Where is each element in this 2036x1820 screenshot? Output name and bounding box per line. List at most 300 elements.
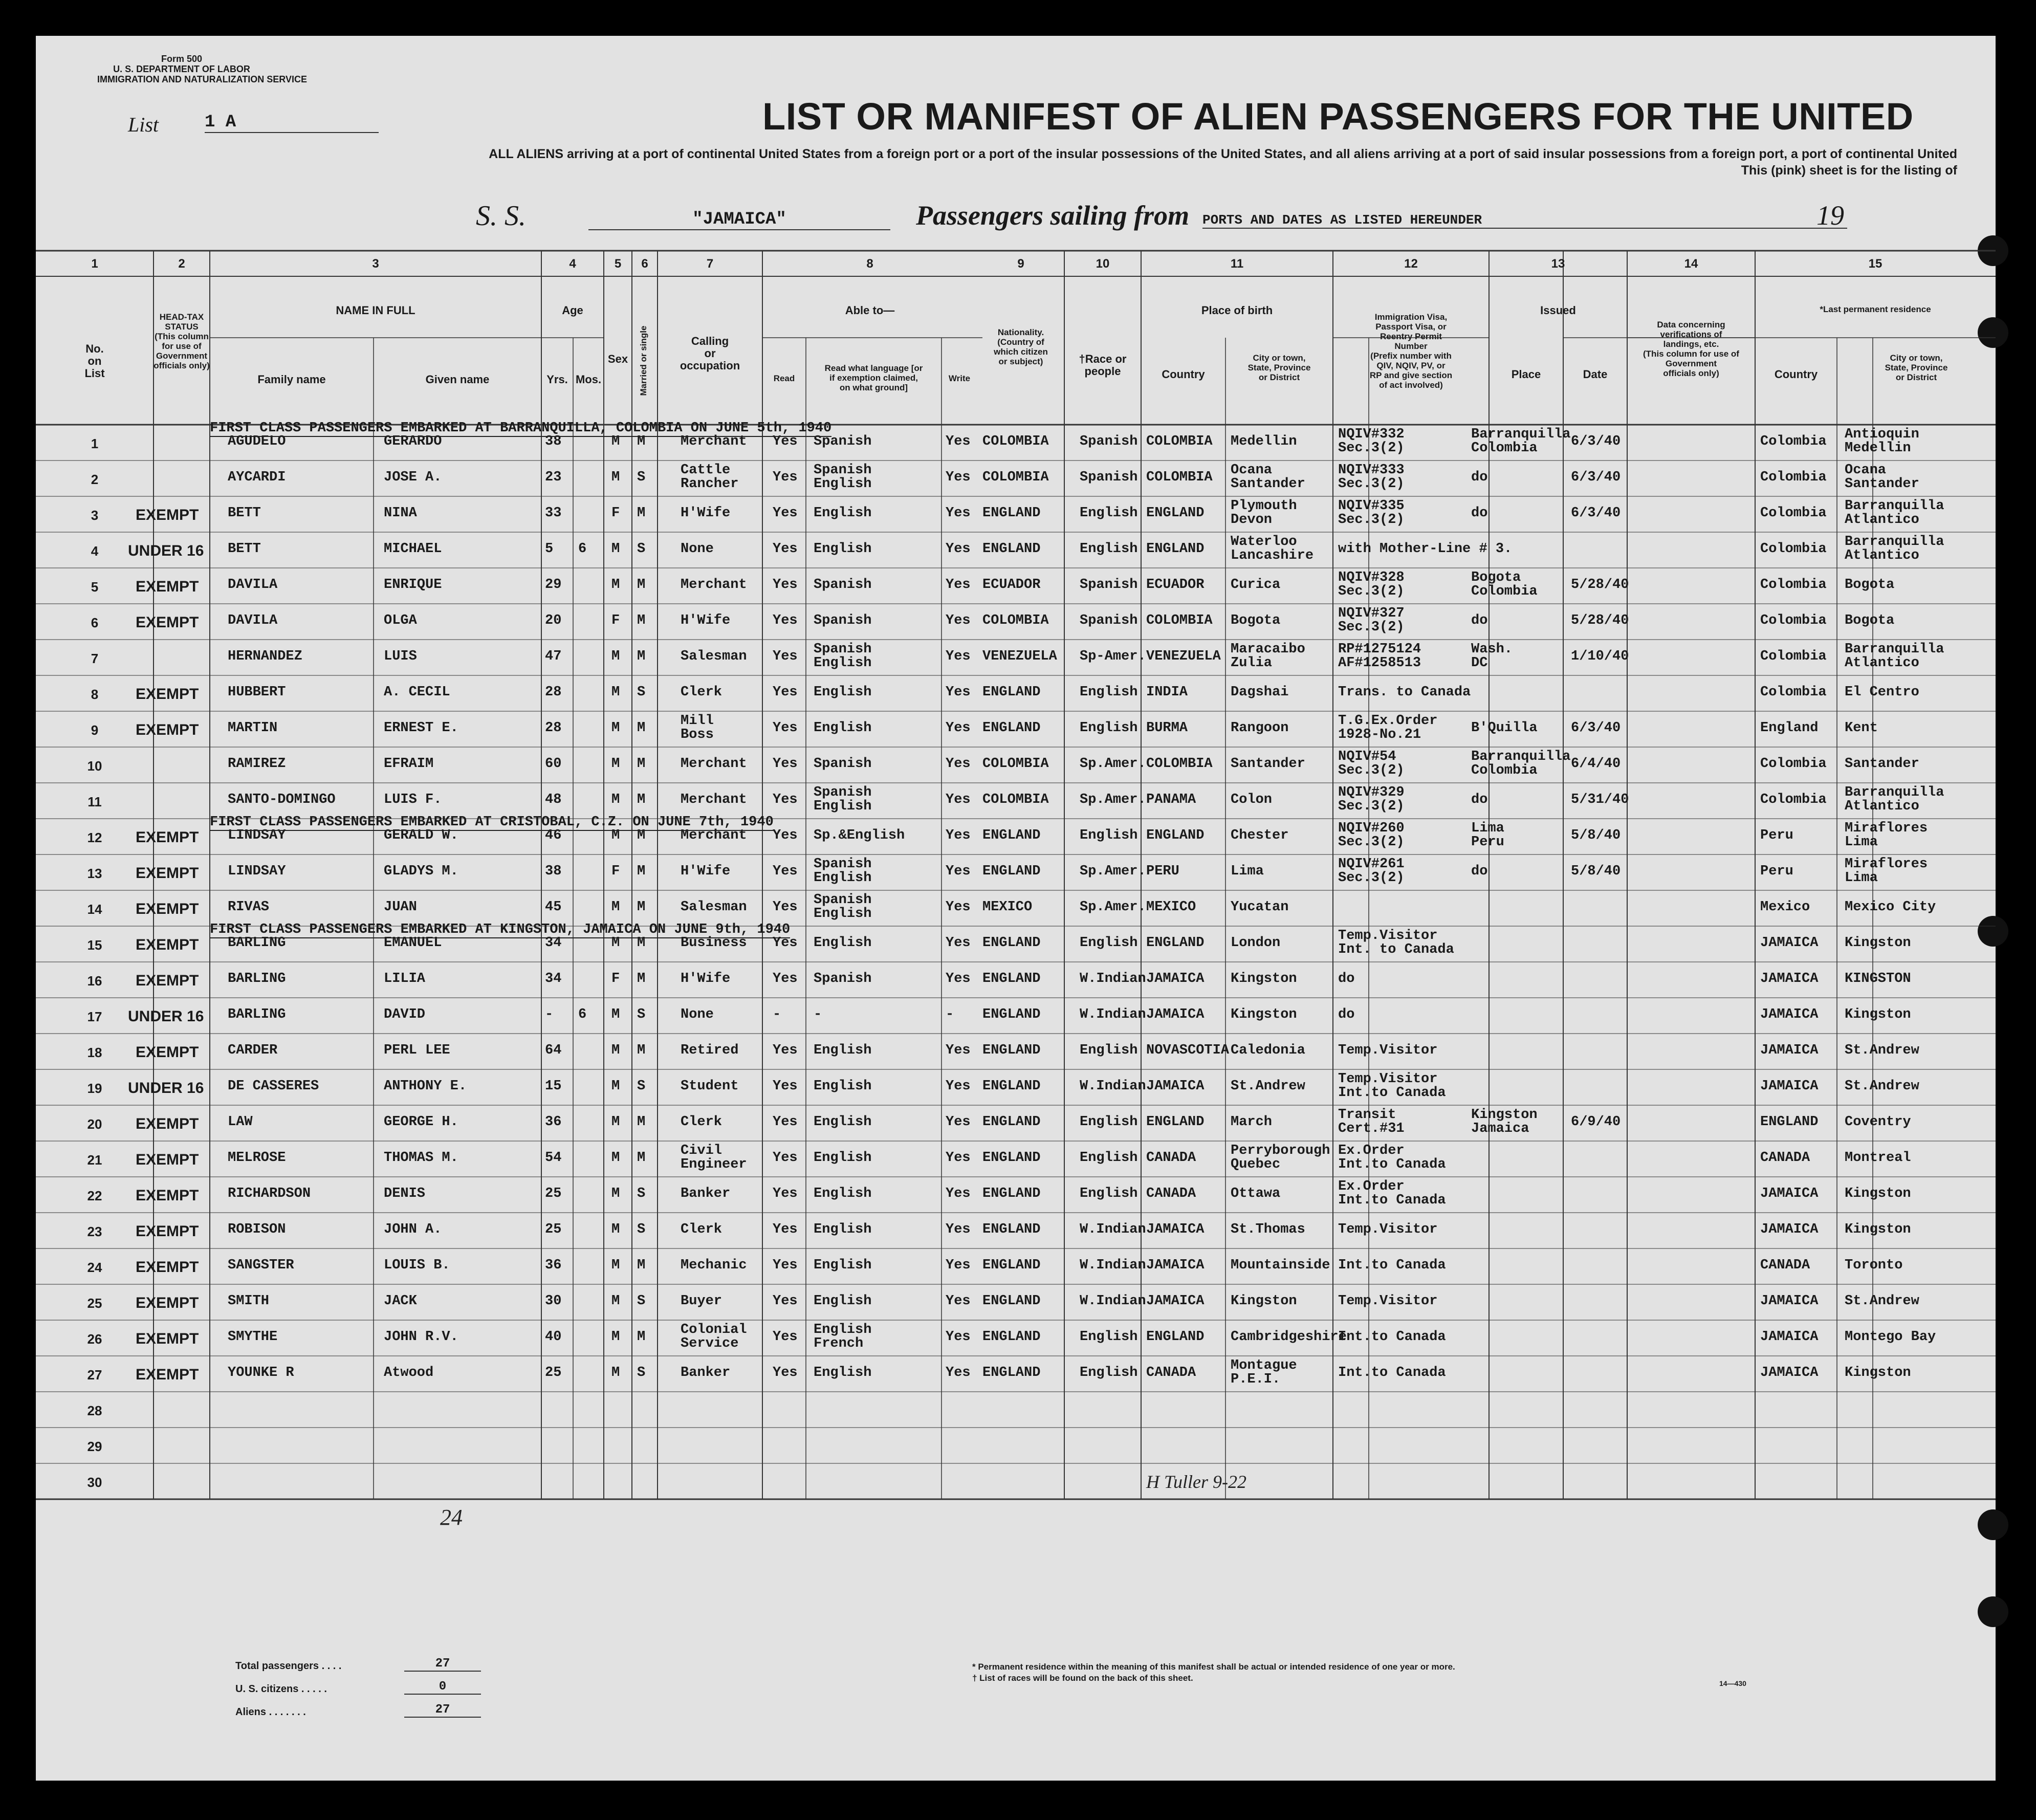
race: Sp.Amer. [1080, 864, 1146, 879]
row-number: 24 [87, 1260, 102, 1275]
can-read: Yes [773, 470, 798, 485]
sex: M [611, 1222, 620, 1237]
embarkation-section-header: FIRST CLASS PASSENGERS EMBARKED AT BARRANQUILLA, COLOMBIA ON JUNE 5th, 1940 [210, 421, 832, 436]
can-write: Yes [946, 1329, 971, 1345]
page-title: LIST OR MANIFEST OF ALIEN PASSENGERS FOR THE UNITED [762, 95, 1914, 138]
race: W.Indian [1080, 1293, 1146, 1309]
marital-status: M [637, 720, 646, 736]
race: English [1080, 541, 1138, 557]
head-tax-status: EXEMPT [136, 614, 199, 631]
family-name: RIVAS [228, 900, 270, 915]
column-number: 4 [569, 257, 576, 271]
occupation: Merchant [681, 756, 747, 772]
header-sex: Sex [607, 353, 628, 365]
header-read-language: Read what language [or if exemption claimed, on what ground] [824, 363, 923, 392]
given-name: ANTHONY E. [384, 1079, 467, 1094]
occupation: H'Wife [681, 506, 731, 521]
occupation: Cattle Rancher [681, 463, 739, 492]
occupation: Retired [681, 1043, 739, 1058]
marital-status: M [637, 971, 646, 986]
family-name: DAVILA [228, 613, 278, 628]
sex: M [611, 1043, 620, 1058]
header-birth-city: City or town, State, Province or District [1247, 353, 1311, 382]
can-write: Yes [946, 792, 971, 807]
row-number: 2 [91, 472, 99, 487]
occupation: Clerk [681, 1222, 723, 1237]
visa-number: NQIV#260 Sec.3(2) [1338, 821, 1405, 850]
sex: M [611, 649, 620, 664]
residence-country: CANADA [1760, 1150, 1810, 1166]
occupation: None [681, 1007, 714, 1022]
row-number: 12 [87, 830, 102, 845]
occupation: Buyer [681, 1293, 723, 1309]
nationality: ENGLAND [982, 828, 1041, 843]
marital-status: S [637, 1079, 646, 1094]
family-name: BARLING [228, 1007, 286, 1022]
sex: M [611, 1007, 620, 1022]
column-number: 8 [866, 257, 873, 271]
residence-country: Colombia [1760, 434, 1827, 449]
can-read: Yes [773, 1293, 798, 1309]
nationality: ENGLAND [982, 1043, 1041, 1058]
age-years: 25 [545, 1365, 562, 1380]
header-name-in-full: NAME IN FULL [336, 304, 415, 317]
occupation: None [681, 541, 714, 557]
header-birth-country: Country [1162, 368, 1205, 381]
family-name: LAW [228, 1114, 253, 1130]
residence-country: JAMAICA [1760, 1329, 1819, 1345]
visa-number: NQIV#329 Sec.3(2) [1338, 785, 1405, 814]
residence-city: Barranquilla Atlantico [1845, 642, 1944, 671]
given-name: DENIS [384, 1186, 426, 1201]
family-name: LINDSAY [228, 864, 286, 879]
birth-country: JAMAICA [1146, 1258, 1205, 1273]
birth-city: Ocana Santander [1231, 463, 1305, 492]
can-read: Yes [773, 864, 798, 879]
row-number: 18 [87, 1045, 102, 1060]
nationality: ENGLAND [982, 1365, 1041, 1380]
row-number: 26 [87, 1331, 102, 1347]
can-write: Yes [946, 1365, 971, 1380]
issued-date: 5/28/40 [1571, 613, 1629, 628]
age-years: 34 [545, 971, 562, 986]
column-number: 12 [1404, 257, 1418, 271]
occupation: Salesman [681, 649, 747, 664]
read-language: English [814, 541, 872, 557]
column-number: 5 [614, 257, 622, 271]
age-years: 34 [545, 935, 562, 951]
residence-country: JAMAICA [1760, 1043, 1819, 1058]
read-language: English French [814, 1322, 872, 1351]
head-tax-status: EXEMPT [136, 972, 199, 989]
column-number: 6 [641, 257, 648, 271]
can-read: Yes [773, 756, 798, 772]
residence-city: Barranquilla Atlantico [1845, 534, 1944, 563]
issued-place: Kingston Jamaica [1471, 1107, 1538, 1136]
visa-number: Int.to Canada [1338, 1329, 1446, 1345]
residence-country: Colombia [1760, 756, 1827, 772]
list-value: 1 A [205, 113, 379, 133]
sex: M [611, 541, 620, 557]
race: English [1080, 828, 1138, 843]
can-write: Yes [946, 685, 971, 700]
form-id: Form 500 U. S. DEPARTMENT OF LABOR IMMIGRATION AND NATURALIZATION SERVICE [97, 54, 307, 84]
can-read: Yes [773, 434, 798, 449]
issued-date: 6/3/40 [1571, 720, 1621, 736]
birth-city: Cambridgeshire [1231, 1329, 1347, 1345]
issued-date: 1/10/40 [1571, 649, 1629, 664]
birth-country: JAMAICA [1146, 1007, 1205, 1022]
visa-number: NQIV#327 Sec.3(2) [1338, 606, 1405, 635]
issued-place: Bogota Colombia [1471, 570, 1538, 599]
can-read: Yes [773, 649, 798, 664]
age-years: 36 [545, 1258, 562, 1273]
residence-city: St.Andrew [1845, 1079, 1919, 1094]
head-tax-status: EXEMPT [136, 1151, 199, 1168]
residence-city: Kingston [1845, 1007, 1911, 1022]
birth-country: VENEZUELA [1146, 649, 1221, 664]
nationality: ENGLAND [982, 971, 1041, 986]
age-years: 20 [545, 613, 562, 628]
can-read: Yes [773, 1329, 798, 1345]
sex: M [611, 1186, 620, 1201]
given-name: GERARDO [384, 434, 442, 449]
row-number: 30 [87, 1475, 102, 1490]
residence-country: JAMAICA [1760, 971, 1819, 986]
birth-country: ENGLAND [1146, 935, 1205, 951]
visa-number: Trans. to Canada [1338, 685, 1471, 700]
visa-number: NQIV#261 Sec.3(2) [1338, 857, 1405, 886]
birth-country: COLOMBIA [1146, 434, 1213, 449]
row-number: 8 [91, 687, 99, 702]
sex: M [611, 1258, 620, 1273]
column-number: 1 [91, 257, 98, 271]
race: English [1080, 720, 1138, 736]
occupation: H'Wife [681, 971, 731, 986]
residence-city: Toronto [1845, 1258, 1903, 1273]
visa-number: Int.to Canada [1338, 1258, 1446, 1273]
total-passengers-label: Total passengers . . . . [235, 1660, 342, 1672]
age-years: 38 [545, 864, 562, 879]
residence-country: Colombia [1760, 649, 1827, 664]
header-months: Mos. [575, 373, 602, 386]
can-read: Yes [773, 792, 798, 807]
given-name: LILIA [384, 971, 426, 986]
race: English [1080, 1329, 1138, 1345]
age-years: 46 [545, 828, 562, 843]
age-years: 60 [545, 756, 562, 772]
residence-country: Colombia [1760, 506, 1827, 521]
birth-country: CANADA [1146, 1186, 1196, 1201]
given-name: MICHAEL [384, 541, 442, 557]
given-name: OLGA [384, 613, 417, 628]
issued-place: do [1471, 864, 1488, 879]
row-number: 21 [87, 1152, 102, 1168]
marital-status: M [637, 649, 646, 664]
header-no-on-list: No. on List [84, 342, 105, 380]
row-number: 4 [91, 543, 99, 559]
residence-city: Miraflores Lima [1845, 857, 1928, 886]
sex: M [611, 1329, 620, 1345]
residence-country: Colombia [1760, 792, 1827, 807]
given-name: GERALD W. [384, 828, 458, 843]
marital-status: M [637, 434, 646, 449]
can-write: Yes [946, 577, 971, 593]
row-number: 28 [87, 1403, 102, 1418]
can-read: - [773, 1007, 781, 1022]
residence-city: Antioquin Medellin [1845, 427, 1919, 456]
read-language: English [814, 1114, 872, 1130]
residence-country: Colombia [1760, 541, 1827, 557]
marital-status: M [637, 935, 646, 951]
visa-number: Temp.Visitor [1338, 1293, 1438, 1309]
age-years: 30 [545, 1293, 562, 1309]
age-years: 28 [545, 720, 562, 736]
race: Spanish [1080, 470, 1138, 485]
row-number: 14 [87, 902, 102, 917]
can-read: Yes [773, 1186, 798, 1201]
residence-country: England [1760, 720, 1819, 736]
marital-status: S [637, 685, 646, 700]
sex: M [611, 792, 620, 807]
can-write: Yes [946, 1150, 971, 1166]
header-nationality: Nationality. (Country of which citizen or subject) [994, 327, 1048, 366]
residence-country: Colombia [1760, 613, 1827, 628]
aliens-label: Aliens . . . . . . . [235, 1706, 306, 1718]
can-read: Yes [773, 1043, 798, 1058]
row-number: 10 [87, 758, 102, 774]
row-number: 7 [91, 651, 99, 666]
race: English [1080, 1150, 1138, 1166]
birth-city: Kingston [1231, 971, 1297, 986]
given-name: LUIS F. [384, 792, 442, 807]
header-issued-place: Place [1511, 368, 1541, 381]
issued-date: 6/3/40 [1571, 506, 1621, 521]
marital-status: S [637, 1222, 646, 1237]
form-code: 14—430 [1719, 1679, 1746, 1687]
birth-country: NOVASCOTIA [1146, 1043, 1230, 1058]
residence-city: Montreal [1845, 1150, 1911, 1166]
family-name: CARDER [228, 1043, 278, 1058]
issued-place: do [1471, 470, 1488, 485]
row-number: 19 [87, 1081, 102, 1096]
read-language: English [814, 1293, 872, 1309]
can-write: Yes [946, 971, 971, 986]
marital-status: M [637, 900, 646, 915]
family-name: BARLING [228, 935, 286, 951]
manifest-sheet [36, 36, 1996, 1781]
visa-number: NQIV#333 Sec.3(2) [1338, 463, 1405, 492]
header-write: Write [948, 374, 971, 383]
sex: F [611, 864, 620, 879]
row-number: 25 [87, 1296, 102, 1311]
residence-city: Barranquilla Atlantico [1845, 498, 1944, 528]
residence-country: JAMAICA [1760, 1007, 1819, 1022]
head-tax-status: UNDER 16 [128, 1080, 204, 1097]
nationality: ENGLAND [982, 1150, 1041, 1166]
age-years: 45 [545, 900, 562, 915]
issued-date: 6/9/40 [1571, 1114, 1621, 1130]
read-language: English [814, 1043, 872, 1058]
race: Spanish [1080, 613, 1138, 628]
head-tax-status: EXEMPT [136, 1259, 199, 1276]
read-language: English [814, 1186, 872, 1201]
can-write: Yes [946, 541, 971, 557]
head-tax-status: EXEMPT [136, 936, 199, 953]
can-write: Yes [946, 1186, 971, 1201]
read-language: - [814, 1007, 822, 1022]
header-residence-city: City or town, State, Province or District [1885, 353, 1948, 382]
family-name: SMITH [228, 1293, 270, 1309]
race: W.Indian [1080, 1258, 1146, 1273]
family-name: HERNANDEZ [228, 649, 302, 664]
birth-city: Dagshai [1231, 685, 1289, 700]
nationality: ENGLAND [982, 1007, 1041, 1022]
sailing-value: PORTS AND DATES AS LISTED HEREUNDER [1202, 212, 1847, 229]
sex: F [611, 971, 620, 986]
head-tax-status: EXEMPT [136, 578, 199, 595]
given-name: GLADYS M. [384, 864, 458, 879]
race: English [1080, 1114, 1138, 1130]
aliens-value: 27 [404, 1703, 481, 1718]
can-read: Yes [773, 828, 798, 843]
can-read: Yes [773, 613, 798, 628]
can-write: Yes [946, 649, 971, 664]
birth-city: Santander [1231, 756, 1305, 772]
nationality: ENGLAND [982, 1329, 1041, 1345]
issued-place: Barranquilla Colombia [1471, 749, 1571, 778]
read-language: Spanish [814, 756, 872, 772]
family-name: AYCARDI [228, 470, 286, 485]
given-name: JOSE A. [384, 470, 442, 485]
family-name: BETT [228, 541, 261, 557]
issued-place: do [1471, 506, 1488, 521]
birth-country: ENGLAND [1146, 1329, 1205, 1345]
head-tax-status: EXEMPT [136, 1115, 199, 1132]
marital-status: M [637, 828, 646, 843]
race: Sp.Amer. [1080, 792, 1146, 807]
occupation: Merchant [681, 792, 747, 807]
family-name: RAMIREZ [228, 756, 286, 772]
family-name: LINDSAY [228, 828, 286, 843]
read-language: Spanish [814, 434, 872, 449]
row-number: 22 [87, 1188, 102, 1203]
family-name: SANGSTER [228, 1258, 294, 1273]
family-name: MARTIN [228, 720, 278, 736]
residence-city: Ocana Santander [1845, 463, 1919, 492]
row-number: 23 [87, 1224, 102, 1239]
nationality: ENGLAND [982, 935, 1041, 951]
sex: M [611, 756, 620, 772]
age-years: 40 [545, 1329, 562, 1345]
read-language: English [814, 1258, 872, 1273]
nationality: ENGLAND [982, 685, 1041, 700]
column-number: 15 [1868, 257, 1882, 271]
visa-number: do [1338, 971, 1355, 986]
residence-country: Colombia [1760, 577, 1827, 593]
can-read: Yes [773, 1365, 798, 1380]
can-read: Yes [773, 1150, 798, 1166]
birth-city: Maracaibo Zulia [1231, 642, 1305, 671]
column-number: 10 [1096, 257, 1110, 271]
embarkation-section-header: FIRST CLASS PASSENGERS EMBARKED AT CRISTOBAL, C.Z. ON JUNE 7th, 1940 [210, 815, 774, 830]
family-name: SMYTHE [228, 1329, 278, 1345]
row-number: 16 [87, 973, 102, 989]
column-number: 7 [706, 257, 714, 271]
race: Spanish [1080, 434, 1138, 449]
can-write: Yes [946, 1258, 971, 1273]
visa-number: Temp.Visitor Int.to Canada [1338, 1071, 1446, 1101]
marital-status: S [637, 470, 646, 485]
occupation: Civil Engineer [681, 1143, 747, 1172]
birth-city: Colon [1231, 792, 1273, 807]
can-write: Yes [946, 1114, 971, 1130]
birth-country: MEXICO [1146, 900, 1196, 915]
occupation: Banker [681, 1186, 731, 1201]
read-language: English [814, 720, 872, 736]
read-language: Spanish English [814, 463, 872, 492]
issued-date: 6/3/40 [1571, 434, 1621, 449]
given-name: ERNEST E. [384, 720, 458, 736]
birth-city: Mountainside [1231, 1258, 1330, 1273]
visa-number: NQIV#328 Sec.3(2) [1338, 570, 1405, 599]
birth-city: London [1231, 935, 1281, 951]
birth-country: ENGLAND [1146, 506, 1205, 521]
marital-status: M [637, 864, 646, 879]
age-years: 25 [545, 1222, 562, 1237]
visa-number: Temp.Visitor [1338, 1043, 1438, 1058]
residence-country: JAMAICA [1760, 1293, 1819, 1309]
read-language: English [814, 1079, 872, 1094]
nationality: ENGLAND [982, 506, 1041, 521]
residence-country: Colombia [1760, 685, 1827, 700]
footnote-races: † List of races will be found on the back of this sheet. [972, 1673, 1193, 1683]
birth-city: Plymouth Devon [1231, 498, 1297, 528]
can-write: Yes [946, 935, 971, 951]
can-write: Yes [946, 1222, 971, 1237]
visa-number: Int.to Canada [1338, 1365, 1446, 1380]
race: W.Indian [1080, 1079, 1146, 1094]
sex: M [611, 1079, 620, 1094]
given-name: JACK [384, 1293, 417, 1309]
nationality: COLOMBIA [982, 434, 1049, 449]
row-number: 29 [87, 1439, 102, 1454]
can-write: - [946, 1007, 954, 1022]
residence-city: St.Andrew [1845, 1043, 1919, 1058]
residence-city: El Centro [1845, 685, 1919, 700]
column-number: 3 [372, 257, 379, 271]
page-subtitle: ALL ALIENS arriving at a port of continental United States from a foreign port or a port of the insular possessions of the United States, and all aliens arriving at a port of said insular possessions from a foreign port, a port of continental United This (pink) sheet is for the listing of [489, 147, 1957, 178]
given-name: PERL LEE [384, 1043, 450, 1058]
can-write: Yes [946, 720, 971, 736]
birth-country: ENGLAND [1146, 828, 1205, 843]
birth-country: ENGLAND [1146, 541, 1205, 557]
given-name: EFRAIM [384, 756, 434, 772]
read-language: English [814, 935, 872, 951]
can-read: Yes [773, 1114, 798, 1130]
read-language: English [814, 1222, 872, 1237]
can-write: Yes [946, 756, 971, 772]
residence-country: ENGLAND [1760, 1114, 1819, 1130]
ss-label: S. S. [476, 200, 526, 232]
sex: M [611, 935, 620, 951]
nationality: ECUADOR [982, 577, 1041, 593]
embarkation-section-header: FIRST CLASS PASSENGERS EMBARKED AT KINGSTON, JAMAICA ON JUNE 9th, 1940 [210, 922, 791, 937]
sex: F [611, 506, 620, 521]
issued-place: do [1471, 792, 1488, 807]
can-write: Yes [946, 434, 971, 449]
can-write: Yes [946, 506, 971, 521]
